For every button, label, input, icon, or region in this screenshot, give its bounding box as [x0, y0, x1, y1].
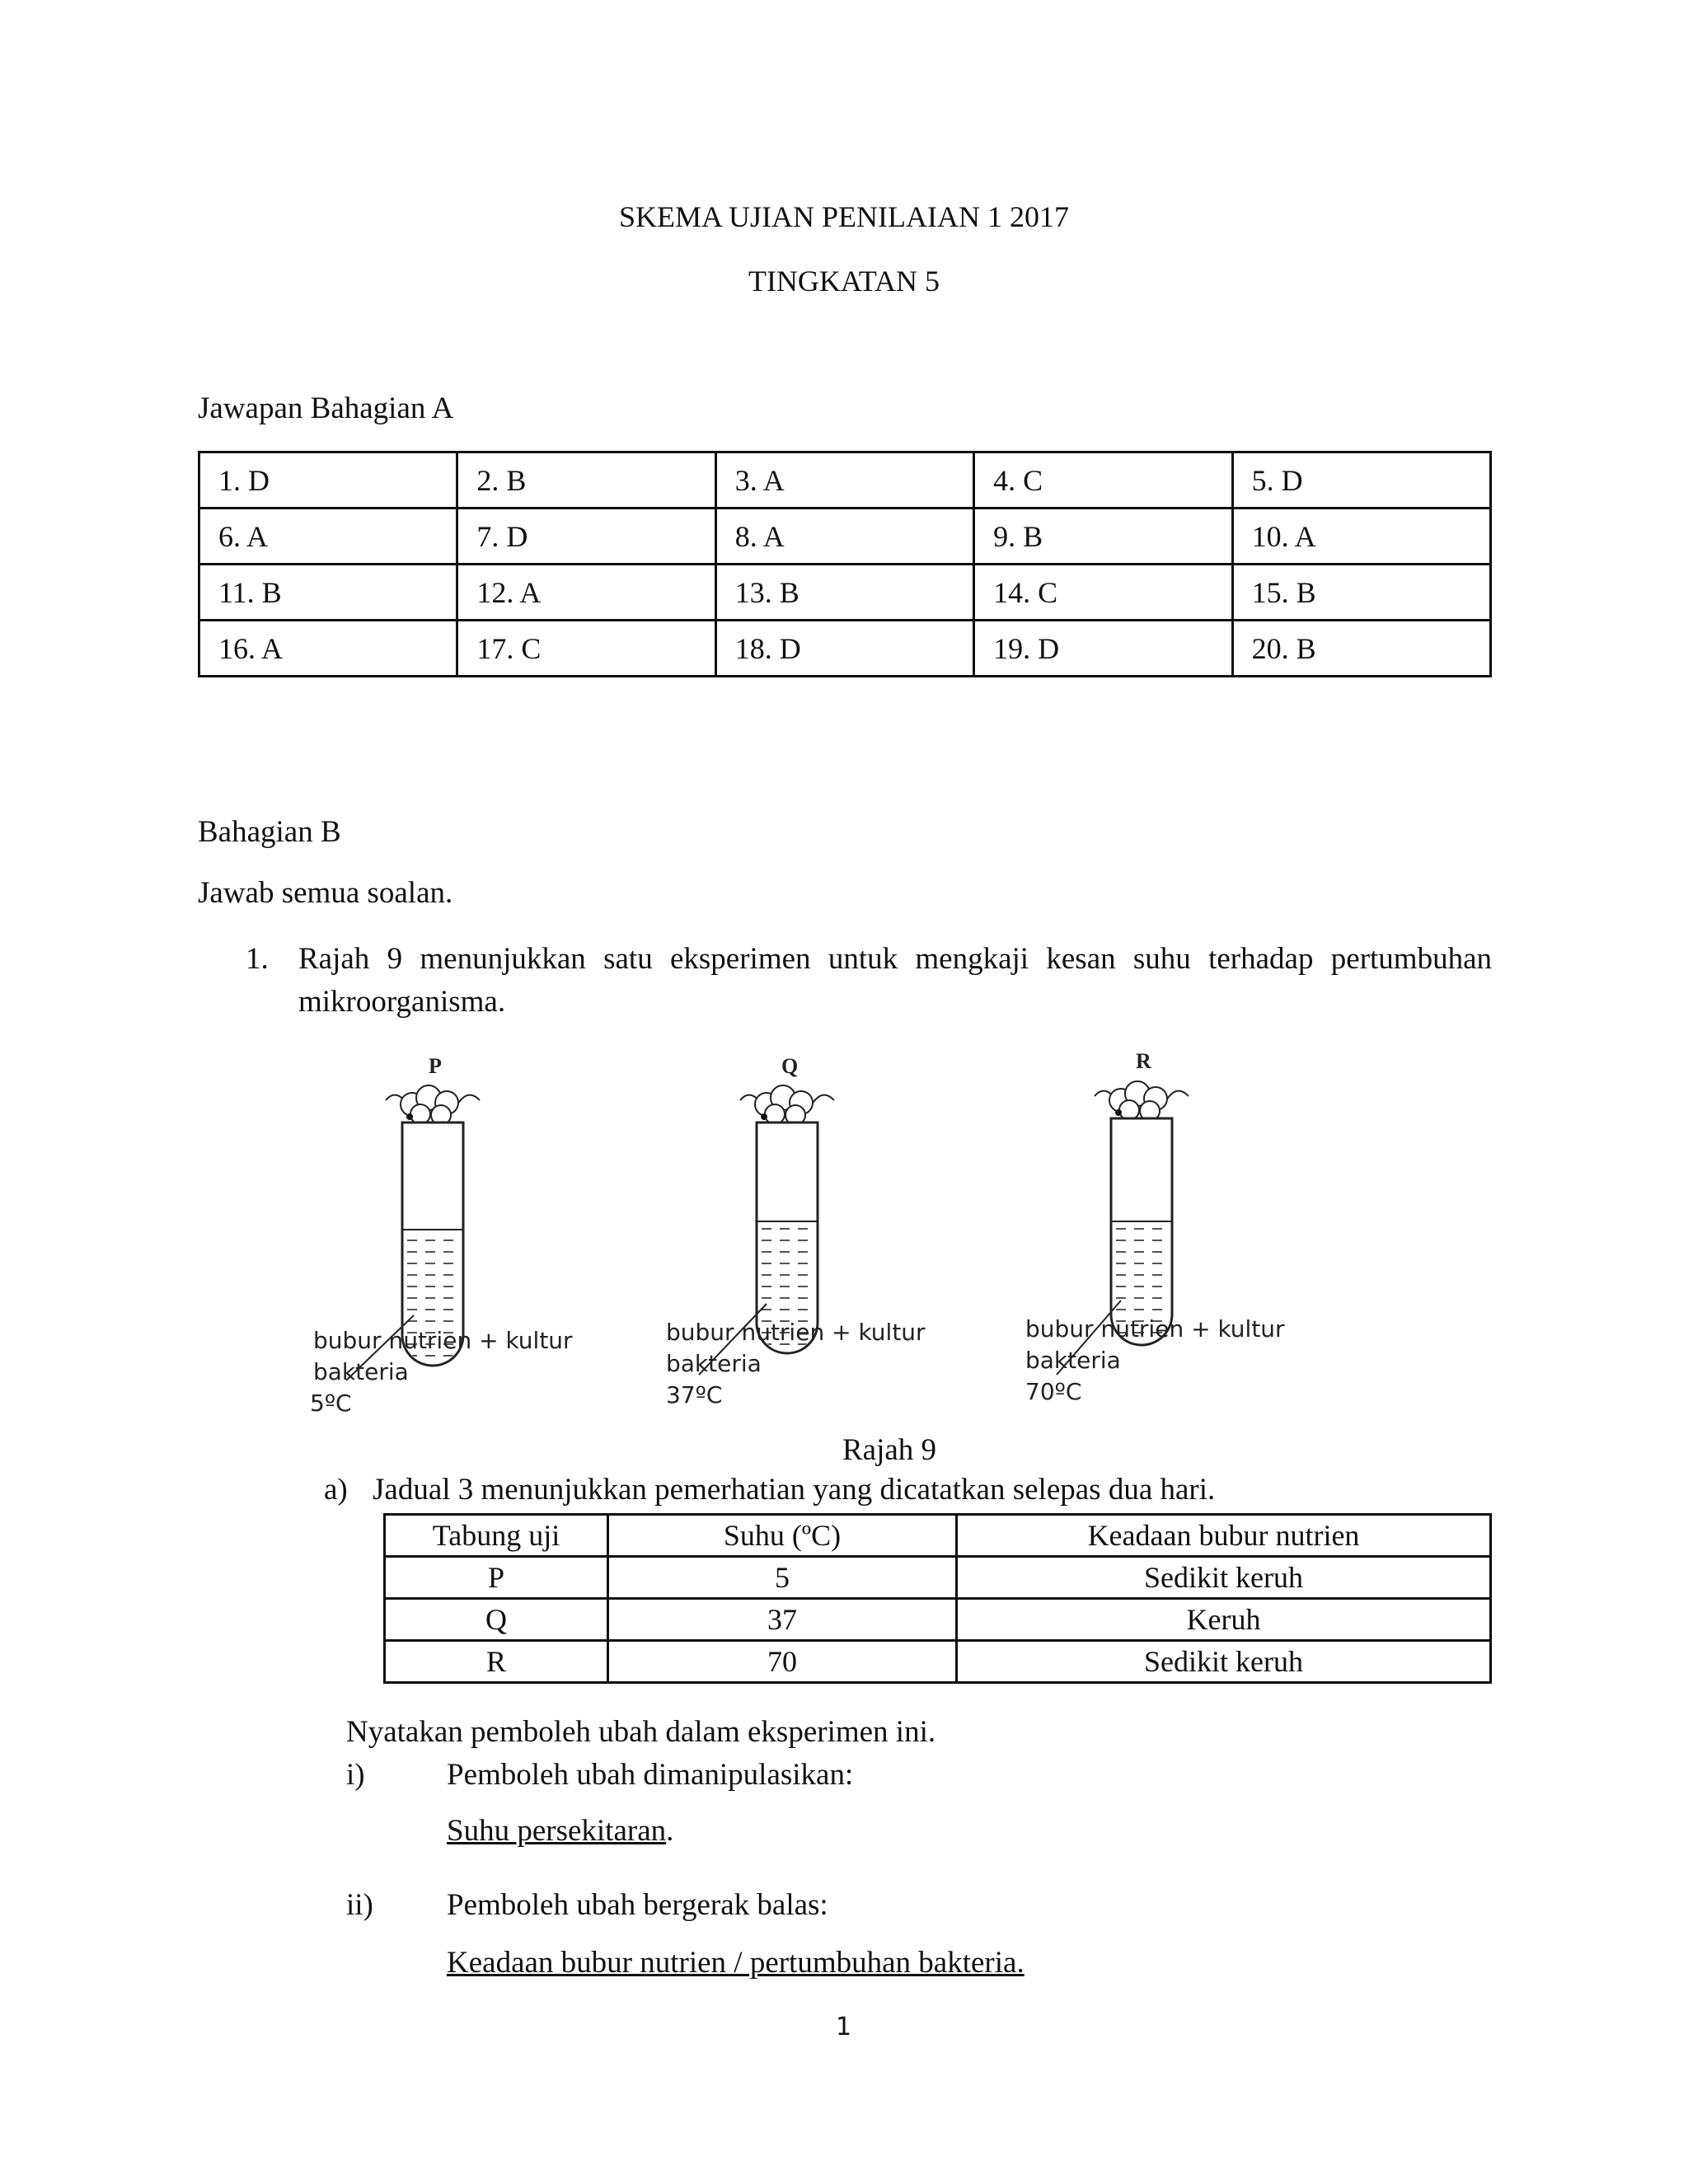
item-i-text: Pemboleh ubah dimanipulasikan: — [447, 1758, 854, 1792]
answer-cell: 13. B — [715, 565, 973, 621]
part-a-label: a) — [324, 1473, 348, 1507]
tube-r-label: R — [1136, 1049, 1151, 1073]
answer-cell: 10. A — [1232, 509, 1490, 565]
tube-q-caption-2: bakteria — [666, 1350, 762, 1377]
tube-p-caption-1: bubur nutrien + kultur — [313, 1327, 573, 1354]
tube-r-caption-1: bubur nutrien + kultur — [1025, 1315, 1285, 1343]
tube-p-caption-2: bakteria — [313, 1358, 409, 1385]
answer-cell: 20. B — [1232, 621, 1490, 677]
page-number: 1 — [836, 2013, 852, 2041]
answer-cell: 12. A — [457, 565, 715, 621]
table-cell: Keruh — [957, 1599, 1491, 1641]
table-row — [199, 621, 1491, 677]
table-cell: 37 — [608, 1599, 957, 1641]
tube-p-label: P — [429, 1054, 442, 1078]
test-tube-r — [1025, 1049, 1285, 1405]
tube-r-caption-2: bakteria — [1025, 1347, 1121, 1374]
item-ii-text: Pemboleh ubah bergerak balas: — [447, 1888, 828, 1922]
answer-cell: 16. A — [199, 621, 457, 677]
tube-q-caption-1: bubur nutrien + kultur — [666, 1319, 926, 1346]
table-cell: 5 — [608, 1557, 957, 1599]
table-cell: Q — [385, 1599, 608, 1641]
tube-q-temperature: 37ºC — [666, 1381, 723, 1408]
answer-cell: 15. B — [1232, 565, 1490, 621]
item-i-answer: Suhu persekitaran. — [447, 1814, 674, 1848]
question-text-line1: Rajah 9 menunjukkan satu eksperimen untuk mengkaji kesan suhu terhadap pertumbuhan — [298, 942, 1492, 976]
item-ii-answer: Keadaan bubur nutrien / pertumbuhan bakteria. — [447, 1946, 1025, 1980]
table-row — [385, 1641, 1491, 1683]
table-cell: Sedikit keruh — [957, 1641, 1491, 1683]
item-i-label: i) — [346, 1758, 365, 1792]
part-a-text: Jadual 3 menunjukkan pemerhatian yang dicatatkan selepas dua hari. — [373, 1473, 1216, 1507]
tube-p-temperature: 5ºC — [310, 1390, 352, 1417]
answer-cell: 2. B — [457, 452, 715, 509]
tube-q-label: Q — [781, 1054, 799, 1078]
answer-cell: 14. C — [974, 565, 1232, 621]
table-cell: P — [385, 1557, 608, 1599]
test-tube-q — [666, 1054, 926, 1408]
answer-cell: 11. B — [199, 565, 457, 621]
answer-cell: 1. D — [199, 452, 457, 509]
cotton-plug-icon — [755, 1085, 813, 1125]
question-number: 1. — [246, 942, 269, 976]
section-a-heading: Jawapan Bahagian A — [198, 391, 454, 425]
answer-cell: 19. D — [974, 621, 1232, 677]
tube-r-temperature: 70ºC — [1025, 1378, 1082, 1405]
table-cell: 70 — [608, 1641, 957, 1683]
document-title: SKEMA UJIAN PENILAIAN 1 2017 — [619, 200, 1069, 233]
answer-cell: 4. C — [974, 452, 1232, 509]
table-row — [199, 565, 1491, 621]
answer-cell: 7. D — [457, 509, 715, 565]
answer-cell: 3. A — [715, 452, 973, 509]
variables-prompt: Nyatakan pemboleh ubah dalam eksperimen ini. — [346, 1715, 936, 1749]
test-tube-p — [310, 1054, 573, 1417]
answer-cell: 18. D — [715, 621, 973, 677]
document-subtitle: TINGKATAN 5 — [748, 265, 940, 298]
table-header-cell: Tabung uji — [385, 1515, 608, 1557]
table-cell: Sedikit keruh — [957, 1557, 1491, 1599]
answer-cell: 8. A — [715, 509, 973, 565]
table-header-cell: Suhu (ºC) — [608, 1515, 957, 1557]
question-text-line2: mikroorganisma. — [298, 985, 506, 1019]
table-row — [199, 452, 1491, 509]
answer-cell: 9. B — [974, 509, 1232, 565]
table-row — [199, 509, 1491, 565]
answer-cell: 17. C — [457, 621, 715, 677]
figure-caption: Rajah 9 — [842, 1433, 937, 1467]
observation-table — [383, 1513, 1492, 1684]
instruction-text: Jawab semua soalan. — [198, 876, 453, 910]
answer-cell: 6. A — [199, 509, 457, 565]
answer-cell: 5. D — [1232, 452, 1490, 509]
table-header-cell: Keadaan bubur nutrien — [957, 1515, 1491, 1557]
table-row — [385, 1599, 1491, 1641]
answer-table-a — [198, 451, 1492, 677]
item-ii-label: ii) — [346, 1888, 373, 1922]
cotton-plug-icon — [1109, 1081, 1167, 1121]
table-cell: R — [385, 1641, 608, 1683]
figure-rajah-9 — [297, 1038, 1368, 1434]
section-b-heading: Bahagian B — [198, 815, 341, 849]
cotton-plug-icon — [401, 1085, 458, 1125]
table-row — [385, 1557, 1491, 1599]
